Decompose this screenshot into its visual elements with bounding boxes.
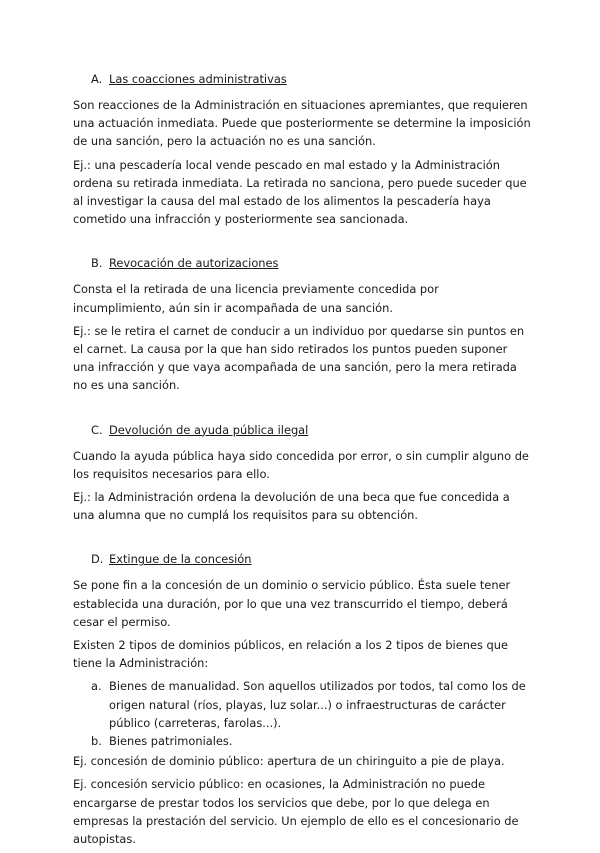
paragraph-example: Ej. concesión de dominio público: apertura de un chiringuito a pie de playa. bbox=[73, 754, 505, 769]
goods-list bbox=[73, 677, 531, 750]
section-heading bbox=[91, 70, 531, 88]
section-title: Devolución de ayuda pública ilegal bbox=[109, 422, 309, 437]
paragraph-example: Ej. concesión servicio público: en ocasiones, la Administración no puede encargarse de prestar todos los servicios que debe, por lo que delega en empresas la prestación del servicio. Un ejemplo de ello es el concesionario de autopistas. bbox=[73, 777, 519, 847]
list-marker: a. bbox=[91, 679, 102, 694]
paragraph: Se pone fin a la concesión de un dominio o servicio público. Ésta suele tener establecida una duración, por lo que una vez transcurrido el tiempo, deberá cesar el permiso. bbox=[73, 578, 511, 629]
list-item-text: Bienes de manualidad. Son aquellos utilizados por todos, tal como los de origen natural (ríos, playas, luz solar...) o infraestructuras de carácter público (carreteras, farolas...). bbox=[109, 679, 526, 730]
list-marker: b. bbox=[91, 734, 102, 749]
section-title: Revocación de autorizaciones bbox=[109, 256, 279, 271]
section-letter: C. bbox=[91, 422, 103, 437]
paragraph: Consta el la retirada de una licencia previamente concedida por incumplimiento, aún sin ir acompañada de una sanción. bbox=[73, 282, 439, 315]
section-heading bbox=[91, 254, 531, 272]
list-item-text: Bienes patrimoniales. bbox=[109, 734, 233, 749]
section-coacciones bbox=[73, 70, 531, 228]
section-letter: A. bbox=[91, 72, 103, 86]
paragraph: Existen 2 tipos de dominios públicos, en relación a los 2 tipos de bienes que tiene la Administración: bbox=[73, 638, 508, 671]
section-heading bbox=[91, 421, 531, 439]
paragraph: Son reacciones de la Administración en situaciones apremiantes, que requieren una actuación inmediata. Puede que posteriormente se determine la imposición de una sanción, pero la actuación no es una sanción. bbox=[73, 98, 531, 149]
list-item bbox=[73, 677, 531, 732]
paragraph-example: Ej.: la Administración ordena la devolución de una beca que fue concedida a una alumna que no cumplá los requisitos para su obtención. bbox=[73, 490, 510, 523]
list-item bbox=[73, 732, 531, 750]
section-revocacion bbox=[73, 254, 531, 394]
section-heading bbox=[91, 550, 531, 568]
section-title: Las coacciones administrativas bbox=[109, 72, 287, 86]
section-letter: B. bbox=[91, 256, 103, 271]
document-body bbox=[73, 70, 531, 853]
paragraph: Cuando la ayuda pública haya sido concedida por error, o sin cumplir alguno de los requisitos necesarios para ello. bbox=[73, 448, 529, 481]
section-extingue bbox=[73, 550, 531, 848]
section-letter: D. bbox=[91, 552, 104, 567]
section-title: Extingue de la concesión bbox=[109, 552, 252, 567]
paragraph-example: Ej.: se le retira el carnet de conducir a un individuo por quedarse sin puntos en el carnet. La causa por la que han sido retirados los puntos pueden suponer una infracción y que vaya acompañada de una sanción, pero la mera retirada no es una sanción. bbox=[73, 323, 525, 393]
section-devolucion bbox=[73, 421, 531, 525]
paragraph-example: Ej.: una pescadería local vende pescado en mal estado y la Administración ordena su retirada inmediata. La retirada no sanciona, pero puede suceder que al investigar la causa del mal estado de los alimentos la pescadería haya cometido una infracción y posteriormente sea sancionada. bbox=[73, 157, 527, 227]
